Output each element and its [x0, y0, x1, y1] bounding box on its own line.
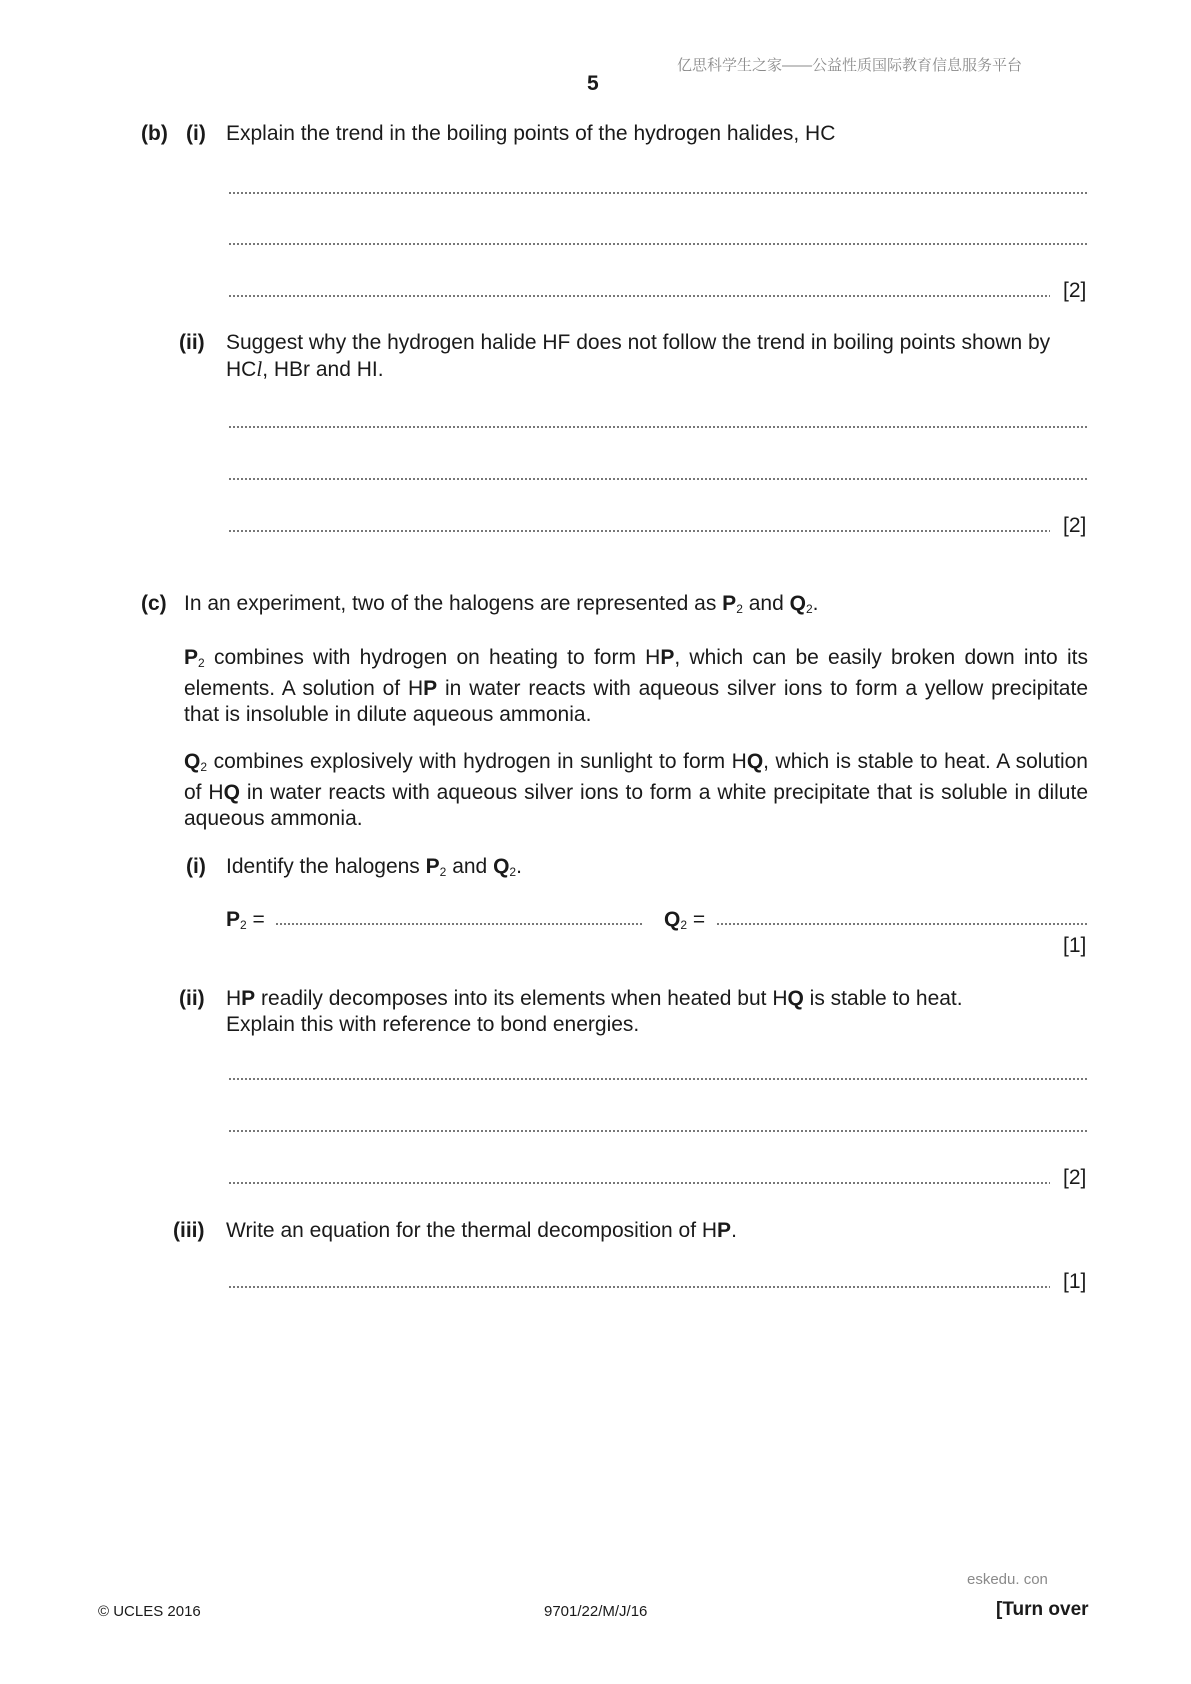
text: Identify the halogens: [226, 855, 426, 878]
text: =: [246, 908, 265, 931]
mark-allocation: [2]: [1063, 514, 1087, 537]
answer-p2-label: [226, 908, 265, 932]
symbol-q: Q: [223, 781, 240, 804]
footer-paper-code: 9701/22/M/J/16: [544, 1603, 648, 1620]
part-c-iii-label: (iii): [173, 1219, 205, 1242]
symbol-p: P: [660, 646, 675, 669]
subscript: 2: [736, 602, 743, 616]
subscript: 2: [439, 865, 447, 879]
text: combines with hydrogen on heating to form H: [204, 646, 661, 669]
text: readily decomposes into its elements when heated but H: [255, 987, 788, 1010]
answer-line[interactable]: [228, 426, 1088, 428]
answer-line[interactable]: [228, 478, 1088, 480]
part-b-i-label: (i): [186, 122, 206, 145]
answer-line[interactable]: [228, 530, 1050, 532]
symbol-p: P: [425, 855, 440, 878]
chlorine-l: l: [256, 357, 263, 381]
symbol-q: Q: [746, 750, 764, 773]
header-watermark: 亿思科学生之家——公益性质国际教育信息服务平台: [677, 57, 1023, 74]
symbol-p: P: [184, 646, 199, 669]
subscript: 2: [680, 918, 688, 932]
answer-line[interactable]: [228, 1182, 1050, 1184]
answer-line[interactable]: [228, 1078, 1088, 1080]
answer-line[interactable]: [228, 1130, 1088, 1132]
text: =: [687, 908, 706, 931]
subscript: 2: [198, 656, 205, 670]
text: Write an equation for the thermal decomposition of H: [226, 1219, 718, 1242]
mark-allocation: [2]: [1063, 1166, 1087, 1189]
symbol-p: P: [423, 677, 438, 700]
text: In an experiment, two of the halogens are represented as: [184, 592, 723, 615]
symbol-q: Q: [664, 908, 681, 931]
text: and: [742, 592, 790, 615]
symbol-q: Q: [789, 592, 806, 615]
part-c-iii-question: [226, 1219, 737, 1243]
mark-allocation: [1]: [1063, 934, 1087, 957]
subscript: 2: [240, 918, 247, 932]
text: , which can be easily broken down into its elements. A solution of H: [184, 646, 1088, 700]
footer-turn-over: [Turn over: [996, 1599, 1089, 1620]
footer-site-watermark: eskedu. con: [967, 1571, 1048, 1588]
part-c-ii-question-line1: [226, 987, 963, 1011]
part-c-paragraph-2: [184, 749, 1088, 832]
text: in water reacts with aqueous silver ions to form a yellow precipitate that is insoluble in dilute aqueous ammonia.: [184, 677, 1088, 726]
answer-line[interactable]: [228, 295, 1050, 297]
text: .: [516, 855, 522, 878]
part-b-label: (b): [141, 122, 168, 145]
mark-allocation: [1]: [1063, 1270, 1087, 1293]
part-c-paragraph-1: [184, 645, 1088, 728]
text: combines explosively with hydrogen in sunlight to form H: [207, 750, 747, 773]
symbol-p: P: [241, 987, 256, 1010]
answer-q2-label: [664, 908, 705, 932]
subscript: 2: [509, 865, 517, 879]
text: , HBr and HI.: [262, 358, 384, 381]
symbol-p: P: [717, 1219, 732, 1242]
part-c-i-question: [226, 855, 522, 879]
answer-line[interactable]: [228, 192, 1088, 194]
part-c-label: (c): [141, 592, 167, 615]
part-b-ii-question-line1: Suggest why the hydrogen halide HF does not follow the trend in boiling points shown by: [226, 331, 1051, 354]
part-c-intro: [184, 592, 818, 616]
symbol-q: Q: [184, 750, 201, 773]
subscript: 2: [200, 760, 208, 774]
part-c-ii-label: (ii): [179, 987, 205, 1010]
text: , which is stable to heat. A solution of H: [184, 750, 1088, 804]
part-c-i-label: (i): [186, 855, 206, 878]
answer-line-q2[interactable]: [716, 923, 1088, 925]
answer-line[interactable]: [228, 1286, 1050, 1288]
part-b-ii-label: (ii): [179, 331, 205, 354]
part-b-i-question: Explain the trend in the boiling points of the hydrogen halides, HC: [226, 122, 836, 145]
text: in water reacts with aqueous silver ions to form a white precipitate that is soluble in dilute aqueous ammonia.: [184, 781, 1088, 830]
mark-allocation: [2]: [1063, 279, 1087, 302]
text: .: [731, 1219, 737, 1242]
text: .: [812, 592, 819, 615]
text: is stable to heat.: [803, 987, 963, 1010]
answer-line[interactable]: [228, 243, 1088, 245]
symbol-q: Q: [787, 987, 804, 1010]
page-number: 5: [587, 72, 599, 95]
symbol-p: P: [722, 592, 737, 615]
symbol-q: Q: [493, 855, 510, 878]
text: HC: [226, 358, 257, 381]
symbol-p: P: [226, 908, 241, 931]
part-c-ii-question-line2: Explain this with reference to bond energies.: [226, 1013, 640, 1036]
subscript: 2: [805, 602, 813, 616]
text: H: [226, 987, 242, 1010]
text: and: [446, 855, 494, 878]
part-b-ii-question-line2: [226, 357, 384, 382]
answer-line-p2[interactable]: [275, 923, 643, 925]
footer-copyright: © UCLES 2016: [98, 1603, 201, 1620]
